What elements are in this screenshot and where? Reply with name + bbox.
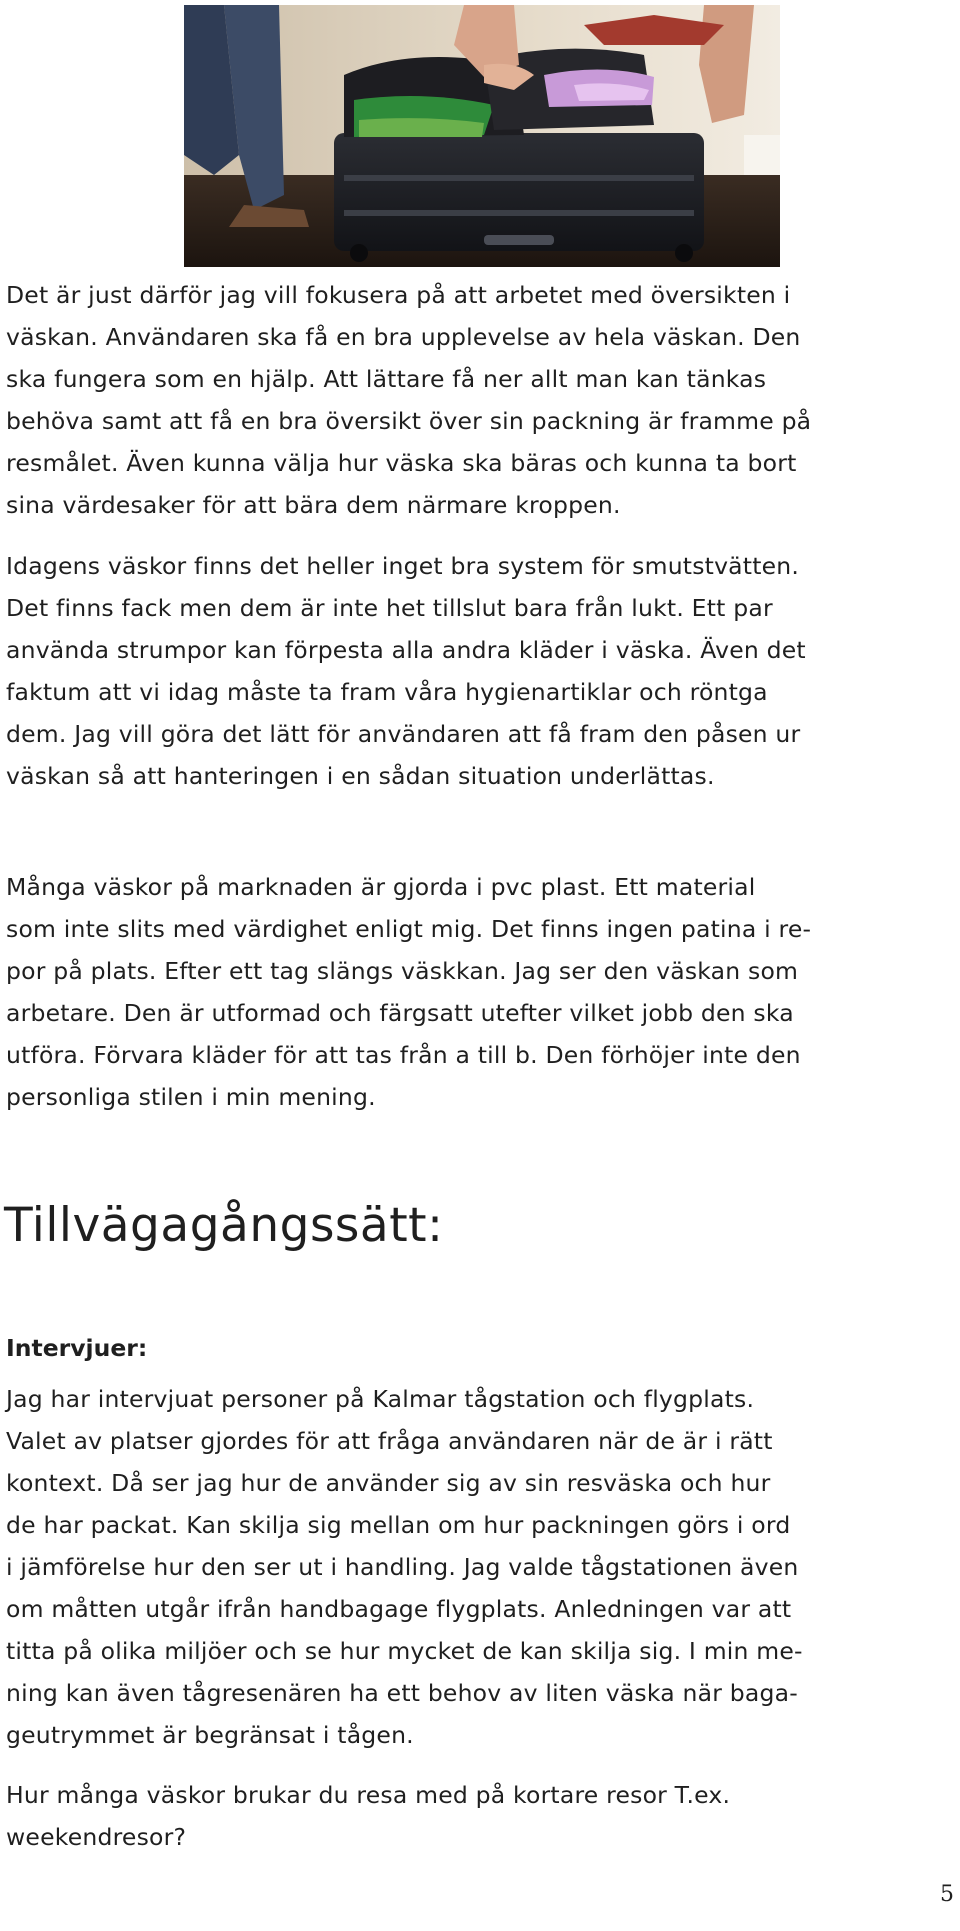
text-line: dem. Jag vill göra det lätt för användaren att få fram den påsen ur bbox=[6, 720, 801, 748]
text-line: Jag har intervjuat personer på Kalmar tågstation och flygplats. bbox=[6, 1385, 755, 1413]
text-line: Idagens väskor finns det heller inget bra system för smutstvätten. bbox=[6, 552, 800, 580]
text-line: weekendresor? bbox=[6, 1823, 187, 1851]
text-line: som inte slits med värdighet enligt mig. Det finns ingen patina i re- bbox=[6, 915, 812, 943]
page-number: 5 bbox=[940, 1882, 954, 1907]
text-line: geutrymmet är begränsat i tågen. bbox=[6, 1721, 414, 1749]
section-heading: Tillvägagångssätt: bbox=[4, 1198, 444, 1253]
text-line: väskan. Användaren ska få en bra upplevelse av hela väskan. Den bbox=[6, 323, 801, 351]
text-line: i jämförelse hur den ser ut i handling. Jag valde tågstationen även bbox=[6, 1553, 799, 1581]
text-line: Många väskor på marknaden är gjorda i pvc plast. Ett material bbox=[6, 873, 756, 901]
suitcase-photo bbox=[184, 5, 780, 267]
text-line: ska fungera som en hjälp. Att lättare få ner allt man kan tänkas bbox=[6, 365, 767, 393]
text-line: Valet av platser gjordes för att fråga användaren när de är i rätt bbox=[6, 1427, 773, 1455]
text-line: por på plats. Efter ett tag slängs väskkan. Jag ser den väskan som bbox=[6, 957, 799, 985]
paragraph-interviews bbox=[6, 1378, 956, 1756]
text-line: använda strumpor kan förpesta alla andra kläder i väska. Även det bbox=[6, 636, 806, 664]
text-line: utföra. Förvara kläder för att tas från a till b. Den förhöjer inte den bbox=[6, 1041, 801, 1069]
text-line: Det är just därför jag vill fokusera på att arbetet med översikten i bbox=[6, 281, 791, 309]
paragraph-materials bbox=[6, 866, 956, 1118]
text-line: om måtten utgår ifrån handbagage flygplats. Anledningen var att bbox=[6, 1595, 792, 1623]
text-line: behöva samt att få en bra översikt över sin packning är framme på bbox=[6, 407, 812, 435]
text-line: Det finns fack men dem är inte het tillslut bara från lukt. Ett par bbox=[6, 594, 773, 622]
text-line: sina värdesaker för att bära dem närmare kroppen. bbox=[6, 491, 621, 519]
text-line: arbetare. Den är utformad och färgsatt utefter vilket jobb den ska bbox=[6, 999, 794, 1027]
text-line: personliga stilen i min mening. bbox=[6, 1083, 376, 1111]
subsection-heading: Intervjuer: bbox=[6, 1334, 148, 1362]
packed-suitcase-icon bbox=[184, 5, 780, 267]
text-line: titta på olika miljöer och se hur mycket de kan skilja sig. I min me- bbox=[6, 1637, 803, 1665]
paragraph-overview bbox=[6, 274, 956, 526]
paragraph-laundry bbox=[6, 545, 956, 797]
text-line: kontext. Då ser jag hur de använder sig av sin resväska och hur bbox=[6, 1469, 771, 1497]
text-line: faktum att vi idag måste ta fram våra hygienartiklar och röntga bbox=[6, 678, 768, 706]
text-line: väskan så att hanteringen i en sådan situation underlättas. bbox=[6, 762, 715, 790]
text-line: ning kan även tågresenären ha ett behov av liten väska när baga- bbox=[6, 1679, 798, 1707]
text-line: de har packat. Kan skilja sig mellan om hur packningen görs i ord bbox=[6, 1511, 791, 1539]
text-line: Hur många väskor brukar du resa med på kortare resor T.ex. bbox=[6, 1781, 731, 1809]
text-line: resmålet. Även kunna välja hur väska ska bäras och kunna ta bort bbox=[6, 449, 797, 477]
paragraph-question bbox=[6, 1774, 956, 1858]
